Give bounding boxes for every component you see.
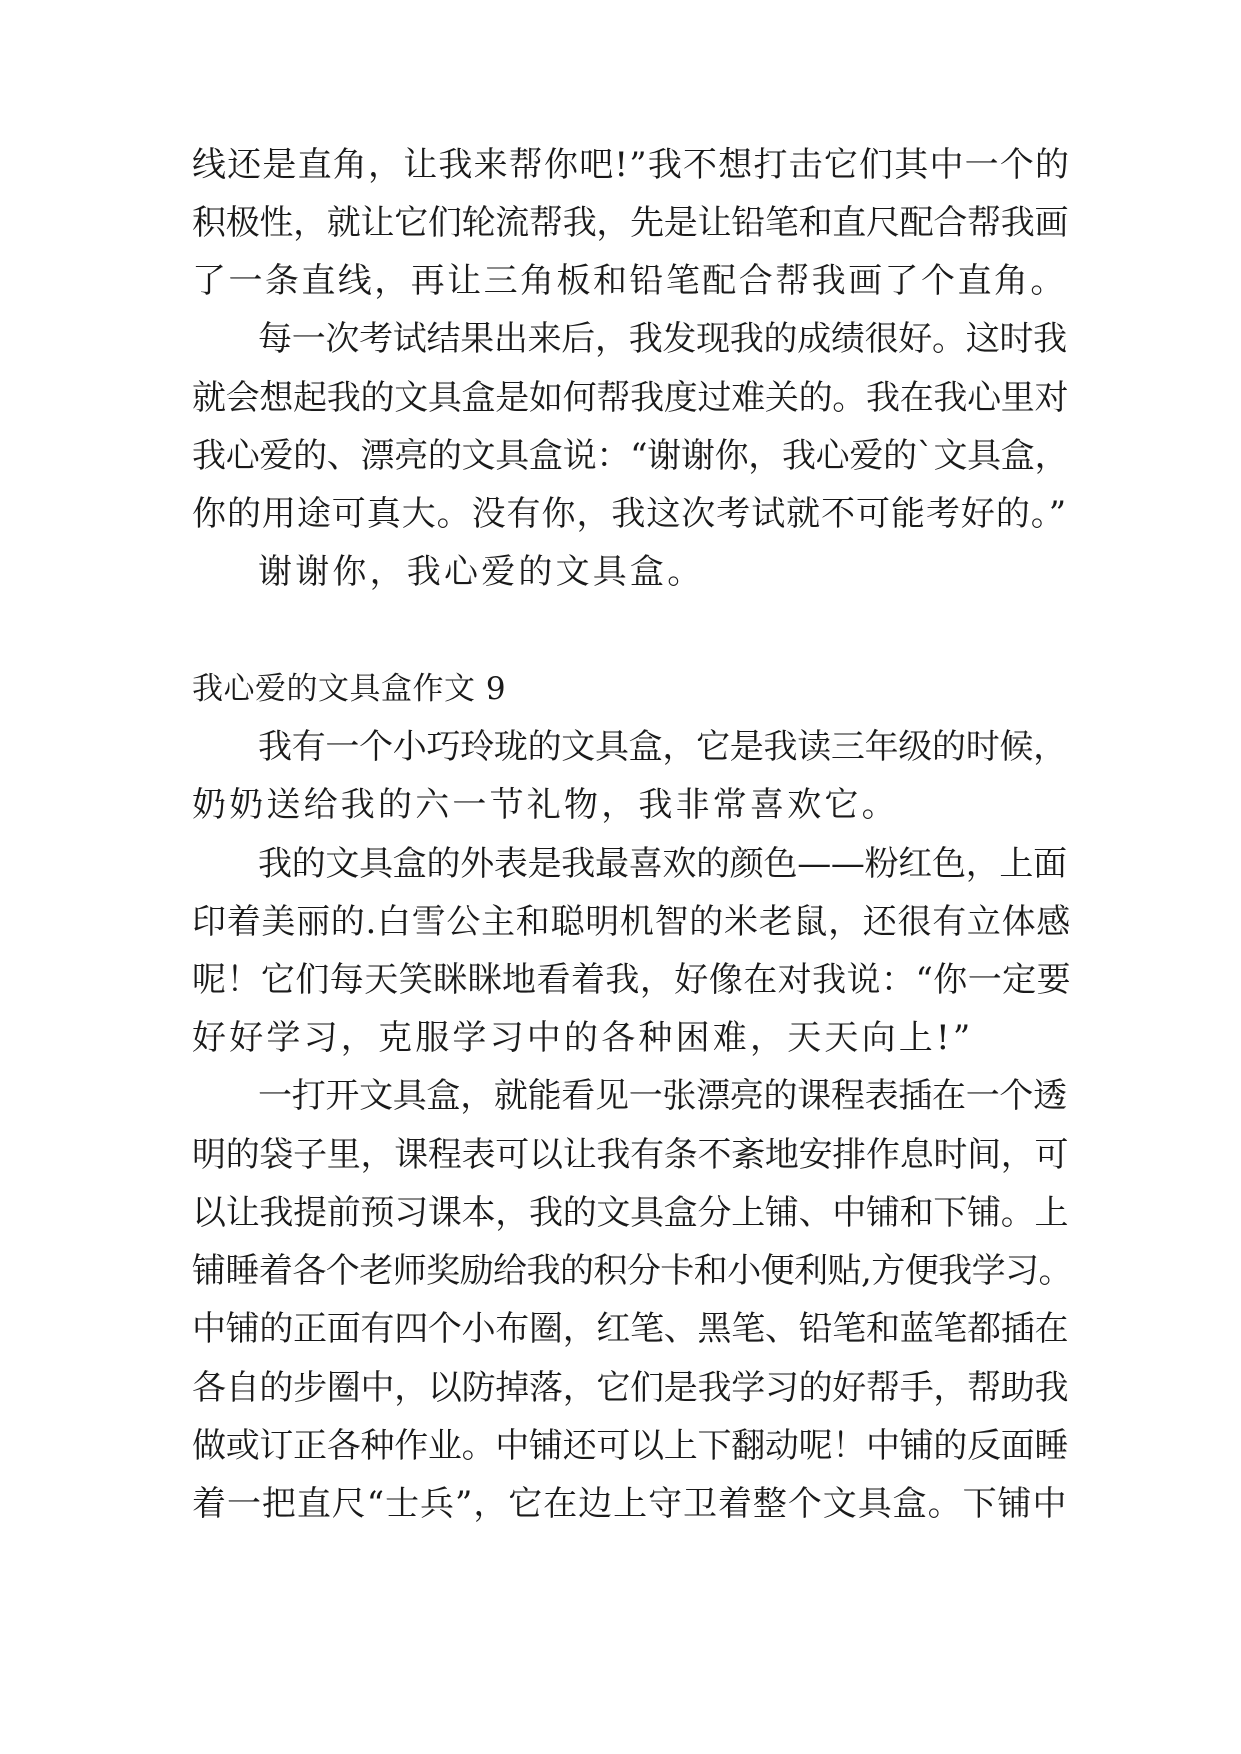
text-line: 线还是直角，让我来帮你吧!”我不想打击它们其中一个的	[192, 145, 1071, 185]
paragraph-first-line: 一打开文具盒，就能看见一张漂亮的课程表插在一个透	[258, 1076, 1067, 1116]
text-line: 我心爱的、漂亮的文具盒说：“谢谢你，我心爱的`文具盒，	[192, 436, 1069, 476]
text-line: 各自的步圈中，以防掉落，它们是我学习的好帮手，帮助我	[192, 1368, 1069, 1408]
paragraph-first-line: 我的文具盒的外表是我最喜欢的颜色——粉红色，上面	[258, 844, 1067, 884]
text-line: 做或订正各种作业。中铺还可以上下翻动呢！中铺的反面睡	[192, 1426, 1069, 1466]
text-line: 你的用途可真大。没有你，我这次考试就不可能考好的。”	[192, 494, 1068, 534]
text-line: 中铺的正面有四个小布圈，红笔、黑笔、铅笔和蓝笔都插在	[192, 1309, 1069, 1349]
text-line: 奶奶送给我的六一节礼物，我非常喜欢它。	[192, 785, 899, 825]
text-line: 铺睡着各个老师奖励给我的积分卡和小便利贴,方便我学习。	[192, 1251, 1072, 1291]
text-line: 好好学习，克服学习中的各种困难，天天向上!”	[192, 1018, 974, 1058]
paragraph-first-line: 我有一个小巧玲珑的文具盒，它是我读三年级的时候，	[258, 727, 1067, 767]
section-heading: 我心爱的文具盒作文 9	[192, 671, 507, 707]
text-line: 明的袋子里，课程表可以让我有条不紊地安排作息时间，可	[192, 1135, 1069, 1175]
paragraph-first-line: 谢谢你，我心爱的文具盒。	[258, 552, 705, 592]
paragraph-first-line: 每一次考试结果出来后，我发现我的成绩很好。这时我	[258, 319, 1067, 359]
text-line: 积极性，就让它们轮流帮我，先是让铅笔和直尺配合帮我画	[192, 203, 1069, 243]
text-line: 着一把直尺“士兵”，它在边上守卫着整个文具盒。下铺中	[192, 1484, 1068, 1524]
text-line: 印着美丽的.白雪公主和聪明机智的米老鼠，还很有立体感	[192, 902, 1072, 942]
text-line: 了一条直线，再让三角板和铅笔配合帮我画了个直角。	[192, 261, 1067, 301]
text-line: 就会想起我的文具盒是如何帮我度过难关的。我在我心里对	[192, 378, 1069, 418]
text-line: 呢！它们每天笑眯眯地看着我，好像在对我说：“你一定要	[192, 960, 1072, 1000]
text-line: 以让我提前预习课本，我的文具盒分上铺、中铺和下铺。上	[192, 1193, 1069, 1233]
